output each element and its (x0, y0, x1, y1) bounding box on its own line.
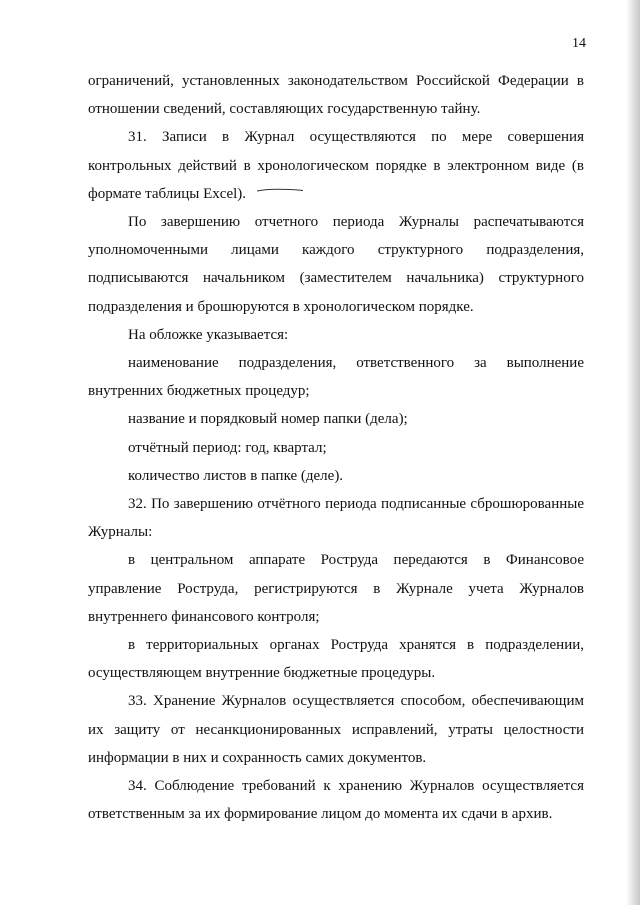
pen-underline-mark (256, 187, 304, 193)
page-number: 14 (572, 36, 586, 51)
paragraph-32: 32. По завершению отчётного периода подписанные сброшюрованные Журналы: (88, 496, 584, 541)
paragraph-34: 34. Соблюдение требований к хранению Журналов осуществляется ответственным за их формирование лицом до момента их сдачи в архив. (88, 778, 584, 823)
cover-item-period: отчётный период: год, квартал; (128, 439, 327, 456)
paragraph-33: 33. Хранение Журналов осуществляется способом, обеспечивающим их защиту от несанкционированных исправлений, утраты целостности информации в них и сохранность самих документов. (88, 693, 584, 766)
cover-item-folder-name: название и порядковый номер папки (дела); (128, 411, 408, 428)
paragraph-32-territorial: в территориальных органах Роструда хранятся в подразделении, осуществляющем внутренние бюджетные процедуры. (88, 637, 584, 682)
cover-item-sheet-count: количество листов в папке (деле). (128, 467, 344, 484)
paragraph-print-journals: По завершению отчетного периода Журналы распечатываются уполномоченными лицами каждого структурного подразделения, подписываются начальником (заместителем начальника) структурного подразделения и брошюруются в хронологическом порядке. (88, 214, 584, 315)
document-body (88, 67, 584, 828)
paragraph-32-central: в центральном аппарате Роструда передаются в Финансовое управление Роструда, регистрируются в Журнале учета Журналов внутреннего финансового контроля; (88, 552, 584, 625)
page-edge-shadow (626, 0, 640, 905)
paragraph-cover-intro: На обложке указывается: (128, 326, 289, 343)
cover-item-unit-name: наименование подразделения, ответственного за выполнение внутренних бюджетных процедур; (88, 355, 584, 400)
paragraph-31: 31. Записи в Журнал осуществляются по мере совершения контрольных действий в хронологическом порядке в электронном виде (в формате таблицы Excel). (88, 129, 584, 202)
paragraph-continuation: ограничений, установленных законодательством Российской Федерации в отношении сведений, составляющих государственную тайну. (88, 73, 584, 118)
